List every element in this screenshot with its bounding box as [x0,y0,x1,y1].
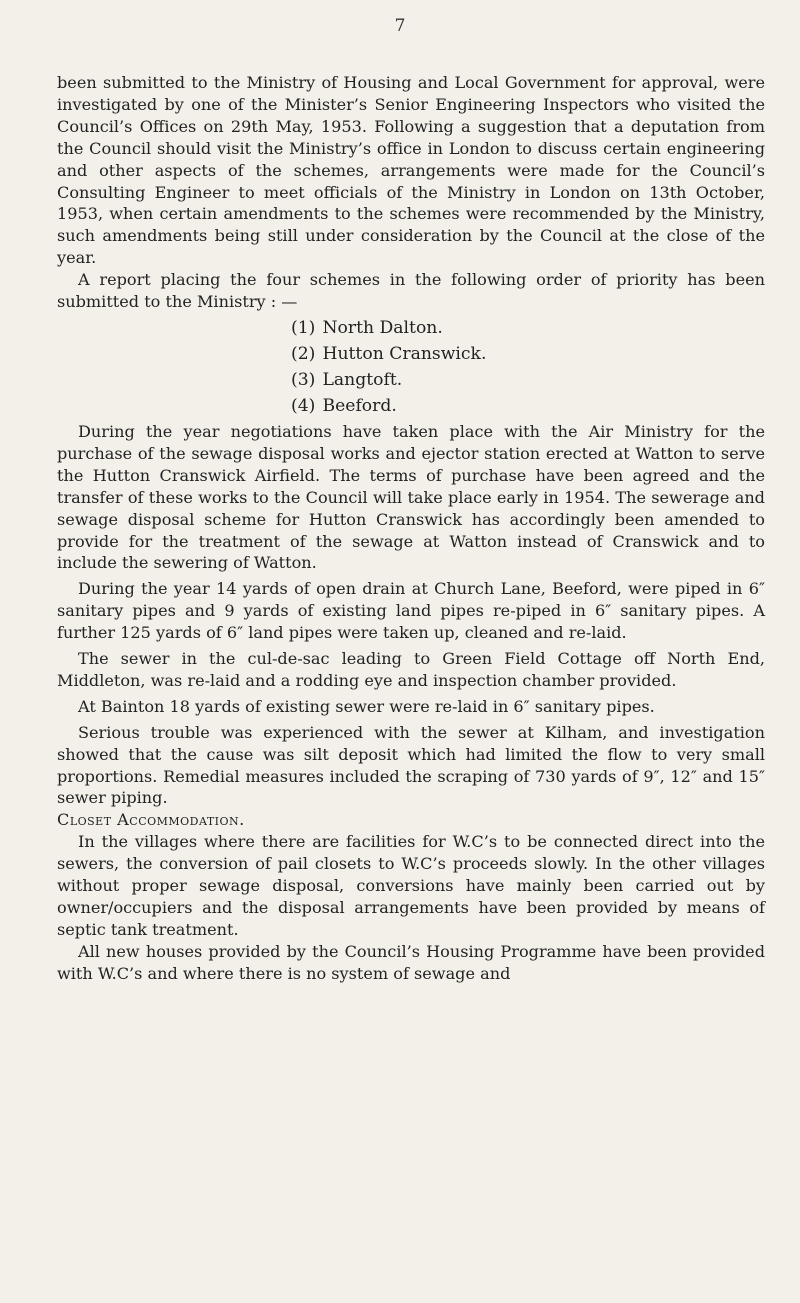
priority-number: (1) [291,317,316,338]
paragraph-air-ministry: During the year negotiations have taken place with the Air Ministry for the purchase of the sewage disposal works and ejector station erected at Watton to serve the Hutton Cranswick Airfield. The terms of purchase have been agreed and the transfer of these works to the Council will take place early in 1954. The sewerage and sewage disposal scheme for Hutton Cranswick has accordingly been amended to provide for the treatment of the sewage at Watton instead of Cranswick and to include the sewering of Watton. [57,421,765,573]
paragraph-new-houses: All new houses provided by the Council’s Housing Programme have been provided with W.C’s and where there is no system of sewage and [57,941,765,983]
paragraph-kilham-sewer: Serious trouble was experienced with the sewer at Kilham, and investigation showed that the cause was silt deposit which had limited the flow to very small proportions. Remedial measures included the scraping of 730 yards of 9″, 12″ and 15″ sewer piping. [57,722,765,808]
section-heading-closet-accommodation: Closet Accommodation. [57,810,245,830]
priority-item [291,341,765,367]
priority-name: Hutton Cranswick. [322,343,487,364]
paragraph-priority-report: A report placing the four schemes in the following order of priority has been submitted to the Ministry : — [57,270,765,312]
priority-item [291,315,765,341]
priority-name: North Dalton. [322,317,443,338]
priority-name: Langtoft. [322,369,403,390]
paragraph-middleton-sewer: The sewer in the cul-de-sac leading to Green Field Cottage off North End, Middleton, was re-laid and a rodding eye and inspection chamber provided. [57,649,765,690]
priority-number: (4) [291,395,316,416]
priority-number: (3) [291,369,316,390]
paragraph-ministry-inspection: been submitted to the Ministry of Housing and Local Government for approval, were investigated by one of the Minister’s Senior Engineering Inspectors who visited the Council’s Offices on 29th May, 1953. Following a suggestion that a deputation from the Council should visit the Ministry’s office in London to discuss certain engineering and other aspects of the schemes, arrangements were made for the Council’s Consulting Engineer to meet officials of the Ministry in London on 13th October, 1953, when certain amendments to the schemes were recommended by the Ministry, such amendments being still under consideration by the Council at the close of the year. [57,73,765,268]
priority-list [57,315,765,419]
paragraph-beeford-drain: During the year 14 yards of open drain at Church Lane, Beeford, were piped in 6″ sanitary pipes and 9 yards of existing land pipes re-piped in 6″ sanitary pipes. A further 125 yards of 6″ land pipes were taken up, cleaned and re-laid. [57,579,765,643]
priority-name: Beeford. [322,395,397,416]
priority-item [291,393,765,419]
priority-number: (2) [291,343,316,364]
paragraph-wc-conversion: In the villages where there are facilities for W.C’s to be connected direct into the sewers, the conversion of pail closets to W.C’s proceeds slowly. In the other villages without proper sewage disposal, conversions have mainly been carried out by owner/occupiers and the disposal arrangements have been provided by means of septic tank treatment. [57,832,765,939]
paragraph-bainton-sewer: At Bainton 18 yards of existing sewer were re-laid in 6″ sanitary pipes. [78,696,655,716]
body-text [57,72,765,985]
page-number: 7 [394,16,406,36]
priority-item [291,367,765,393]
